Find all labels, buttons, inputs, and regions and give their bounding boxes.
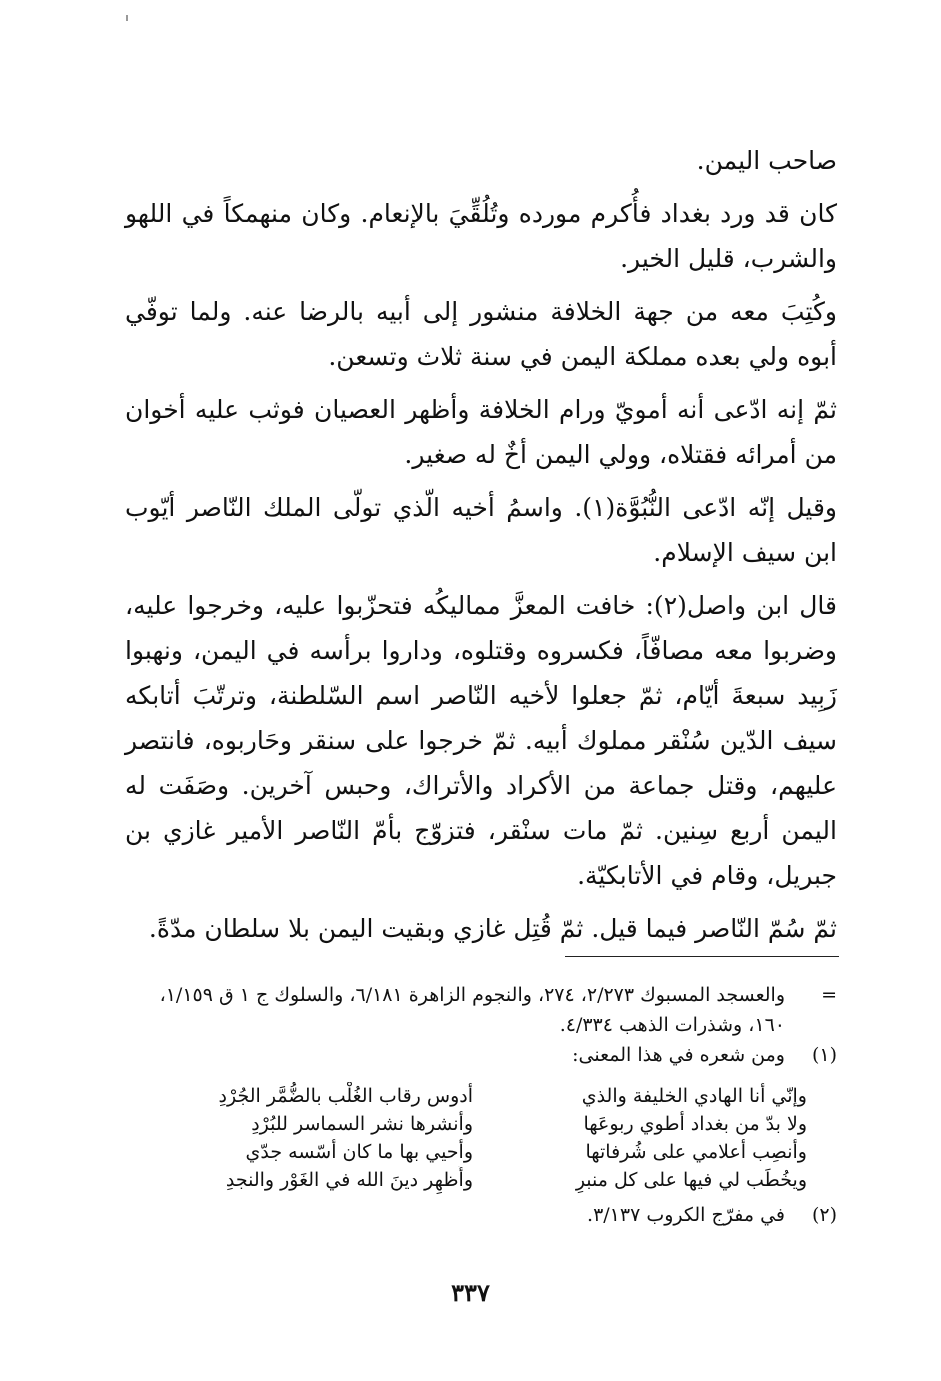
poem — [125, 1082, 807, 1194]
verse-first-half: وإنّي أنا الهادي الخليفة والذي — [581, 1085, 807, 1107]
paragraph-2: كان قد ورد بغداد فأُكرم مورده وتُلُقِّيَ بالإنعام. وكان منهمكاً في اللهو والشرب، قليل الخير. — [125, 199, 837, 273]
verse-second-half: أدوس رقاب الغُلْب بالضُّمَّر الجُرْدِ — [218, 1085, 473, 1107]
verse-first-half: ويخُطَب لي فيها على كل منبرِ — [575, 1169, 807, 1191]
poem-verse — [125, 1110, 807, 1138]
paragraph-6: قال ابن واصل(٢): خافت المعزَّ مماليكُه فتحزّبوا عليه، وخرجوا عليه، وضربوا معه مصافّاً، فكسروه وقتلوه، وداروا برأسه في اليمن، ونهبوا زَبِيد سبعةَ أيّام، ثمّ جعلوا لأخيه النّاصر اسم السّلطنة، وترتّبَ أتابكه سيف الدّين سُنْقر مملوك أبيه. ثمّ خرجوا على سنقر وحَاربوه، فانتصر عليهم، وقتل جماعة من الأكراد والأتراك، وحبس آخرين. وصَفَت له اليمن أربع سِنين. ثمّ مات سنْقر، فتزوّج بأمّ النّاصر الأمير غازي بن جبريل، وقام في الأتابكيّة. — [125, 591, 837, 890]
footnote-1 — [125, 1040, 837, 1070]
footnote-mark: (١) — [811, 1044, 837, 1066]
paragraph-1: صاحب اليمن. — [696, 146, 837, 175]
footnote-text: ومن شعره في هذا المعنى: — [572, 1044, 785, 1066]
page-number: ٣٣٧ — [451, 1278, 490, 1307]
main-text — [125, 138, 837, 959]
footnote-text: في مفرّج الكروب ٣/١٣٧. — [587, 1204, 785, 1226]
poem-verse — [125, 1138, 807, 1166]
footnote-2 — [125, 1200, 837, 1230]
footnotes — [125, 980, 837, 1230]
corner-mark — [126, 15, 128, 21]
verse-second-half: وأُظهِر دينَ الله في الغَوْر والنجدِ — [225, 1169, 473, 1191]
footnote-mark: = — [821, 984, 837, 1006]
verse-first-half: ولا بدّ من بغداد أطوي ربوعَها — [583, 1113, 807, 1135]
paragraph-3: وكُتِبَ معه من جهة الخلافة منشور إلى أبيه بالرضا عنه. ولما توفّي أبوه ولي بعده مملكة اليمن في سنة ثلاث وتسعن. — [125, 297, 837, 371]
paragraph-4: ثمّ إنه ادّعى أنه أمويّ ورام الخلافة وأظهر العصيان فوثب عليه أخوان من أمرائه فقتلاه، وولي اليمن أخٌ له صغير. — [125, 395, 837, 469]
paragraph-7: ثمّ سُمّ النّاصر فيما قيل. ثمّ قُتِل غازي وبقيت اليمن بلا سلطان مدّةً. — [148, 914, 837, 943]
verse-second-half: وأحيي بها ما كان أسّسه جدّي — [245, 1141, 473, 1163]
poem-verse — [125, 1166, 807, 1194]
footnote-divider — [565, 956, 839, 957]
verse-first-half: وأنصِب أعلامي على شُرفاتها — [585, 1141, 807, 1163]
footnote-mark: (٢) — [811, 1204, 837, 1226]
paragraph-5: وقيل إنّه ادّعى النُّبُوَّة(١). واسمُ أخيه الّذي تولّى الملك النّاصر أيّوب ابن سيف الإسلام. — [125, 493, 837, 567]
footnote-text: والعسجد المسبوك ٢/٢٧٣، ٢٧٤، والنجوم الزاهرة ٦/١٨١، والسلوك ج ١ ق ١/١٥٩، ١٦٠، وشذرات الذهب ٤/٣٣٤. — [159, 984, 785, 1036]
footnote-continued — [125, 980, 837, 1040]
verse-second-half: وأنشرها نشر السماسر للبُرْدِ — [251, 1113, 473, 1135]
poem-verse — [125, 1082, 807, 1110]
